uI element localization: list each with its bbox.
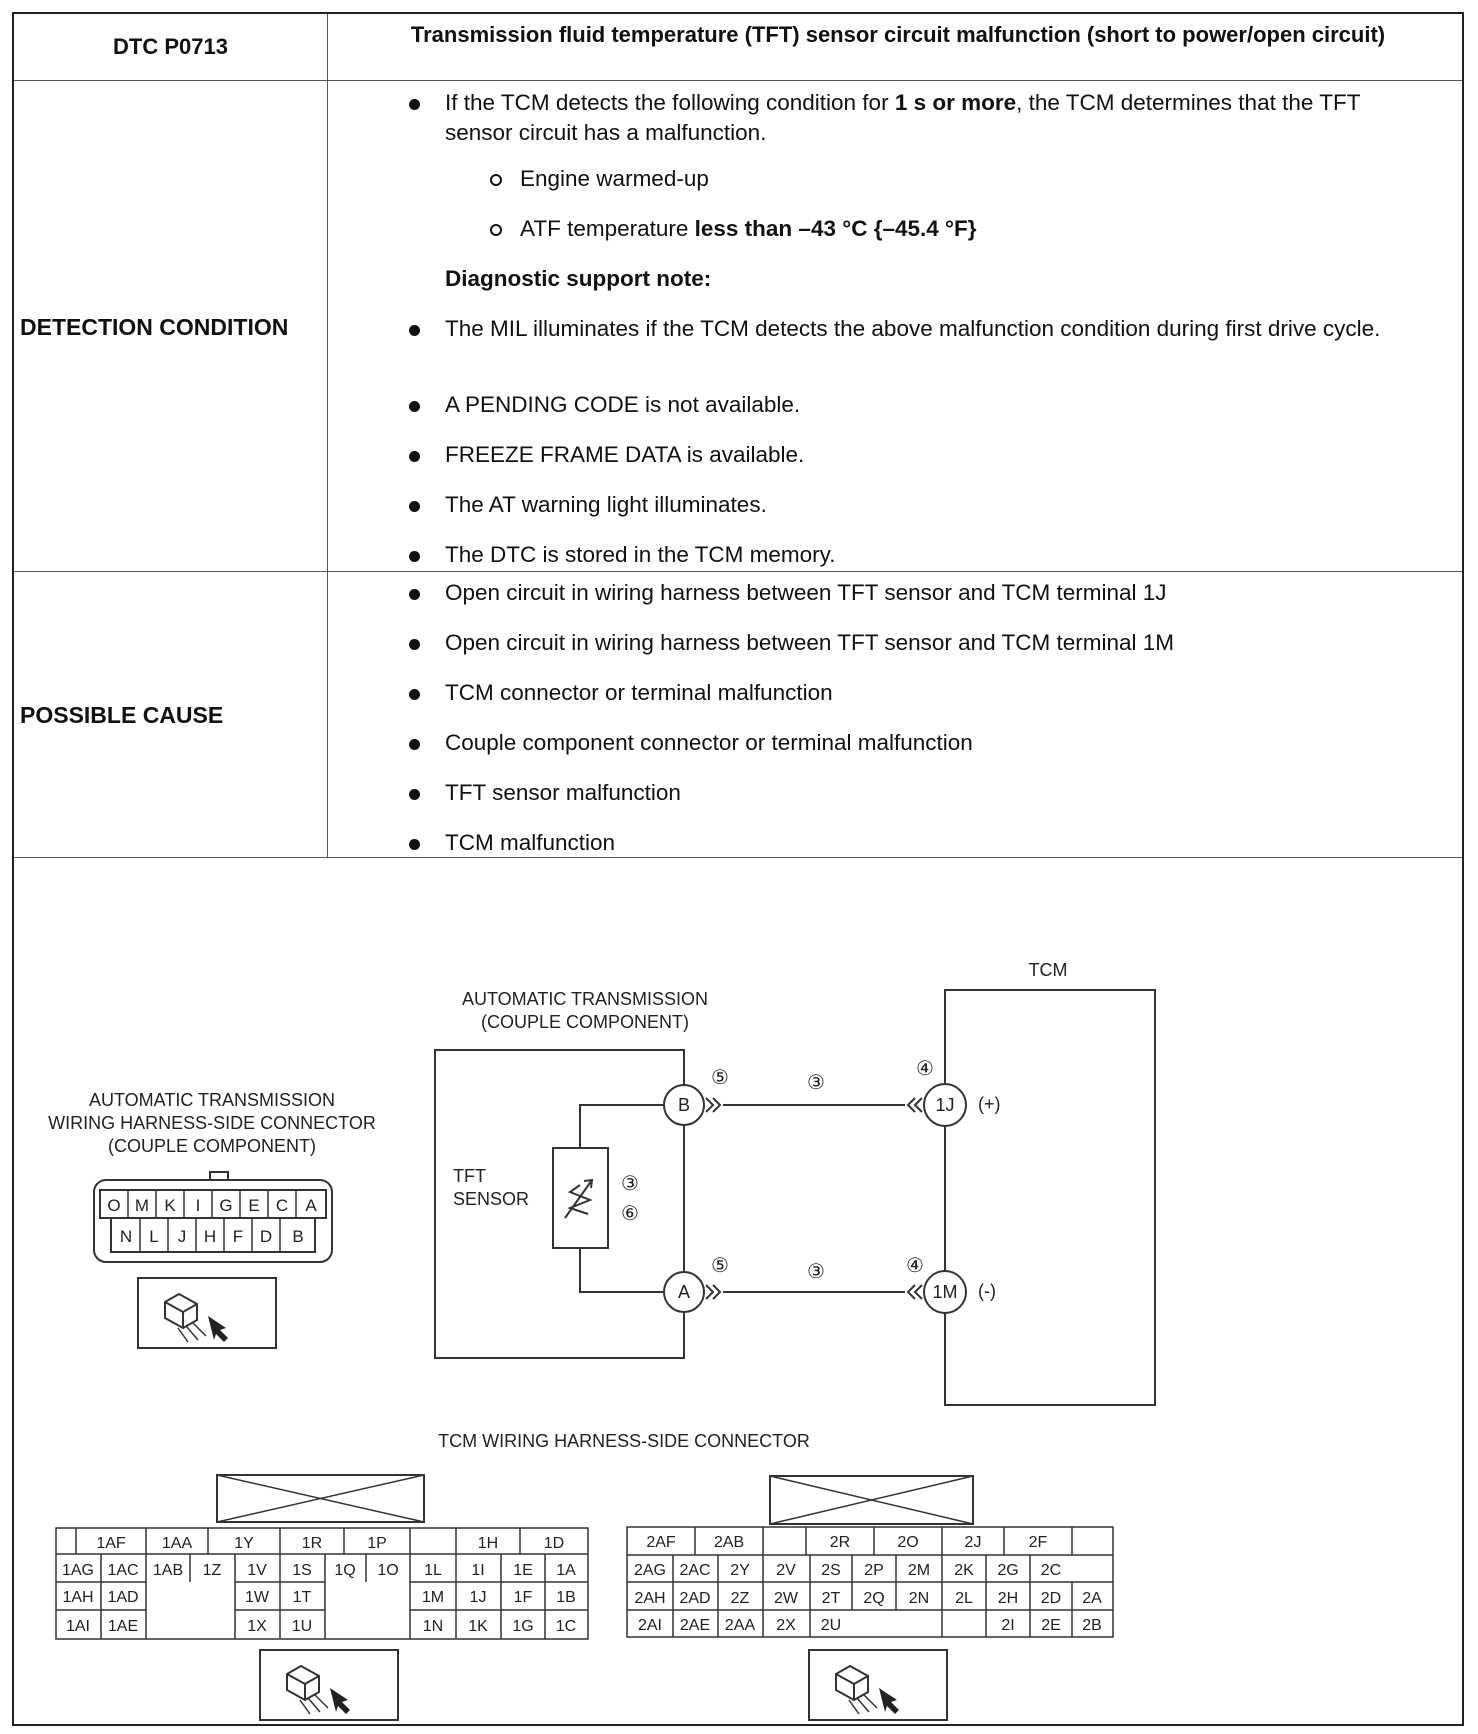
detection-condition-label: DETECTION CONDITION	[20, 314, 289, 340]
note-item: The MIL illuminates if the TCM detects the above malfunction condition during first drive cycle.	[409, 314, 1419, 344]
couple-pin: M	[134, 1196, 150, 1215]
tcm-pin: 1A	[556, 1562, 576, 1579]
tcm-pin: 2Y	[730, 1562, 750, 1579]
circle-4-icon: ④	[906, 1255, 924, 1277]
arrow-icon	[879, 1688, 899, 1714]
tcm-pin: 2AA	[724, 1617, 756, 1634]
couple-pin: G	[219, 1196, 233, 1215]
tcm-pin: 1W	[245, 1589, 269, 1606]
couple-pin: L	[149, 1227, 159, 1246]
tcm-pin: 1AI	[65, 1618, 91, 1635]
circle-6-icon: ⑥	[621, 1203, 639, 1225]
diagnostic-note-heading-text: Diagnostic support note:	[445, 266, 712, 291]
couple-pin: J	[177, 1227, 187, 1246]
note-item: The AT warning light illuminates.	[409, 490, 1419, 520]
tcm-pin: 2N	[908, 1590, 930, 1607]
tcm-pin: 1AE	[107, 1618, 139, 1635]
tcm-pin: 2D	[1040, 1590, 1062, 1607]
note-item: The DTC is stored in the TCM memory.	[409, 540, 1419, 570]
tcm-pin: 1AH	[62, 1589, 94, 1606]
terminal-1m-label: 1M	[932, 1282, 958, 1302]
tcm-pin: 1F	[513, 1589, 533, 1606]
tcm-pin: 2T	[821, 1590, 841, 1607]
tcm-pin: 2W	[774, 1590, 798, 1607]
tcm-box	[945, 990, 1155, 1405]
circle-3-icon: ③	[621, 1173, 639, 1195]
detection-sub-1-text: Engine warmed-up	[520, 166, 709, 191]
tcm-pin: 2AI	[637, 1617, 663, 1634]
tcm-pin: 2C	[1040, 1562, 1062, 1579]
couple-pin: A	[305, 1196, 317, 1215]
tcm-pin: 1R	[301, 1535, 323, 1552]
tcm-pin: 1AA	[161, 1535, 193, 1552]
circle-3-icon: ③	[807, 1261, 825, 1283]
sensor-wire-bottom	[580, 1248, 664, 1292]
tcm-pin: 1AG	[61, 1562, 95, 1579]
couple-connector-row-top	[100, 1190, 326, 1218]
tcm-pin: 2U	[820, 1617, 842, 1634]
tcm-pin: 1X	[247, 1618, 267, 1635]
tcm-pin: 2AF	[646, 1534, 676, 1551]
tcm-pin: 2V	[776, 1562, 796, 1579]
harness-view-icon	[809, 1650, 947, 1720]
tcm-pin: 2AD	[679, 1590, 711, 1607]
terminal-1j-label: 1J	[935, 1095, 955, 1115]
couple-pin: N	[119, 1227, 133, 1246]
cause-item: TFT sensor malfunction	[409, 778, 1419, 808]
tcm-pin: 1S	[292, 1562, 312, 1579]
couple-pin: C	[275, 1196, 289, 1215]
tcm-pin: 1Q	[334, 1562, 356, 1579]
tcm-pin: 1AD	[107, 1589, 139, 1606]
at-title-2: (COUPLE COMPONENT)	[480, 1012, 690, 1032]
tcm-pin: 1AB	[152, 1562, 184, 1579]
terminal-b-label: B	[677, 1095, 691, 1115]
tcm-pin: 2AB	[713, 1534, 745, 1551]
tcm-pin: 2L	[955, 1590, 973, 1607]
tcm-pin: 1E	[513, 1562, 533, 1579]
couple-pin: H	[203, 1227, 217, 1246]
tcm-pin: 2AE	[679, 1617, 711, 1634]
tcm-pin: 1D	[543, 1535, 565, 1552]
arrow-icon	[330, 1688, 350, 1714]
tft-sensor-body	[553, 1148, 608, 1248]
tcm-pin: 2AH	[634, 1590, 666, 1607]
tcm-pin: 1B	[556, 1589, 576, 1606]
couple-pin: K	[164, 1196, 176, 1215]
detection-main-duration: 1 s or more	[894, 90, 1017, 115]
detection-main-text-pre: If the TCM detects the following condition for	[445, 90, 895, 115]
couple-pin: B	[292, 1227, 304, 1246]
polarity-minus: (-)	[978, 1281, 996, 1301]
tcm-pin: 2P	[864, 1562, 884, 1579]
tcm-pin: 1AF	[96, 1535, 126, 1552]
detection-sub-2-threshold: less than –43 °C {–45.4 °F}	[694, 216, 977, 241]
couple-connector-latch	[210, 1172, 228, 1180]
tcm-pin: 2AC	[679, 1562, 711, 1579]
thermistor-icon	[570, 1185, 590, 1214]
dtc-code: DTC P0713	[113, 34, 228, 59]
note-item: FREEZE FRAME DATA is available.	[409, 440, 1419, 470]
cause-item: TCM connector or terminal malfunction	[409, 678, 1419, 708]
tcm-pin: 1Y	[234, 1535, 254, 1552]
couple-pin: E	[248, 1196, 260, 1215]
tcm-pin: 1M	[421, 1589, 445, 1606]
tcm-pin: 1P	[367, 1535, 387, 1552]
tcm-pin: 2R	[829, 1534, 851, 1551]
connector-chevron-icon	[915, 1285, 922, 1299]
couple-pin: D	[259, 1227, 273, 1246]
connector-chevron-icon	[706, 1285, 713, 1299]
cause-item: Open circuit in wiring harness between TFT sensor and TCM terminal 1J	[409, 578, 1419, 608]
tcm-pin: 2AG	[633, 1562, 667, 1579]
tcm-pin: 1O	[377, 1562, 399, 1579]
circle-5-icon: ⑤	[711, 1255, 729, 1277]
tcm-pin: 2I	[1001, 1617, 1015, 1634]
tcm-pin: 1C	[555, 1618, 577, 1635]
cause-item: Couple component connector or terminal malfunction	[409, 728, 1419, 758]
couple-pin: I	[195, 1196, 201, 1215]
tcm-pin: 2J	[964, 1534, 982, 1551]
circle-4-icon: ④	[916, 1058, 934, 1080]
tcm-pin: 2X	[776, 1617, 796, 1634]
sensor-wire-top	[580, 1105, 664, 1148]
tcm-pin: 1Z	[202, 1562, 222, 1579]
tcm-pin: 2G	[997, 1562, 1019, 1579]
couple-pin: F	[232, 1227, 244, 1246]
at-title-1: AUTOMATIC TRANSMISSION	[461, 989, 709, 1009]
couple-pin: O	[107, 1196, 121, 1215]
tcm-pin: 2Z	[730, 1590, 750, 1607]
detection-main-text-post: , the TCM determines that the TFT sensor circuit has a malfunction.	[445, 90, 1361, 145]
tcm-pin: 2Q	[863, 1590, 885, 1607]
tcm-pin: 1H	[477, 1535, 499, 1552]
cause-item: TCM malfunction	[409, 828, 1419, 858]
tcm-pin: 2H	[997, 1590, 1019, 1607]
couple-conn-title-2: WIRING HARNESS-SIDE CONNECTOR	[48, 1113, 376, 1133]
tcm-pin: 1AC	[107, 1562, 139, 1579]
tcm-pin: 1L	[424, 1562, 442, 1579]
tft-sensor-label-2: SENSOR	[453, 1189, 530, 1209]
possible-cause-label: POSSIBLE CAUSE	[20, 702, 224, 728]
circle-3-icon: ③	[807, 1072, 825, 1094]
harness-view-icon	[260, 1650, 398, 1720]
tcm-pin: 2B	[1082, 1617, 1102, 1634]
tcm-pin: 2S	[821, 1562, 841, 1579]
connector-chevron-icon	[706, 1098, 713, 1112]
tcm-pin: 1I	[471, 1562, 485, 1579]
arrow-icon	[208, 1316, 228, 1342]
tcm-pin: 2E	[1041, 1617, 1061, 1634]
tcm-pin: 2O	[897, 1534, 919, 1551]
tcm-pin: 2K	[954, 1562, 974, 1579]
tcm-pin: 1G	[512, 1618, 534, 1635]
tcm-pin: 1N	[422, 1618, 444, 1635]
tcm-pin: 1V	[247, 1562, 267, 1579]
detection-sub-2-text: ATF temperature	[520, 216, 695, 241]
tft-sensor-label-1: TFT	[453, 1166, 486, 1186]
tcm-pin: 1J	[469, 1589, 487, 1606]
tcm-pin: 2F	[1028, 1534, 1048, 1551]
tcm-pin: 2M	[907, 1562, 931, 1579]
harness-view-icon	[138, 1278, 276, 1348]
terminal-a-label: A	[677, 1282, 691, 1302]
couple-conn-title-1: AUTOMATIC TRANSMISSION	[88, 1090, 336, 1110]
tcm-pin: 1T	[292, 1589, 312, 1606]
polarity-plus: (+)	[978, 1094, 1001, 1114]
cause-item: Open circuit in wiring harness between TFT sensor and TCM terminal 1M	[409, 628, 1419, 658]
note-item: A PENDING CODE is not available.	[409, 390, 1419, 420]
tcm-connector-title: TCM WIRING HARNESS-SIDE CONNECTOR	[438, 1431, 810, 1451]
tcm-pin: 2A	[1082, 1590, 1102, 1607]
connector-chevron-icon	[915, 1098, 922, 1112]
tcm-pin: 1U	[291, 1618, 313, 1635]
tcm-pin: 1K	[468, 1618, 488, 1635]
dtc-title: Transmission fluid temperature (TFT) sensor circuit malfunction (short to power/open circuit)	[410, 22, 1386, 47]
tcm-label: TCM	[1028, 960, 1068, 980]
circle-5-icon: ⑤	[711, 1067, 729, 1089]
couple-conn-title-3: (COUPLE COMPONENT)	[107, 1136, 317, 1156]
